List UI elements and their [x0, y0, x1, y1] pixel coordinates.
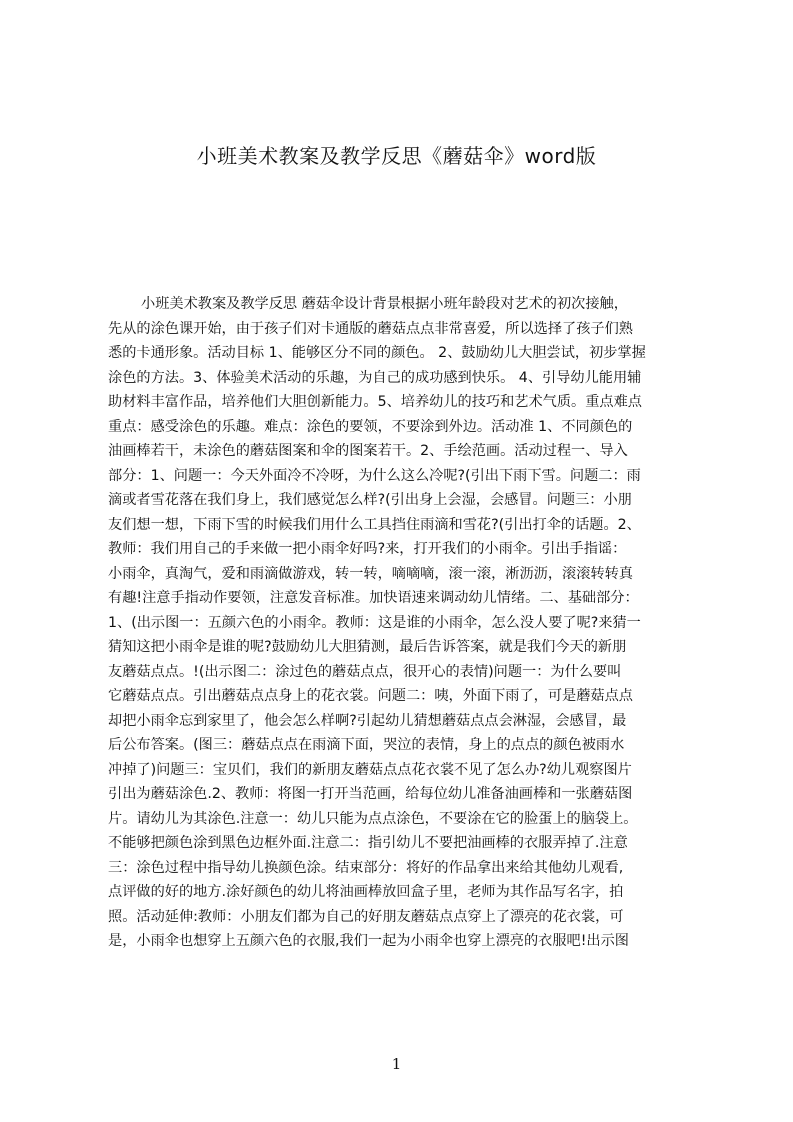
text-line: 1、(出示图一：五颜六色的小雨伞。教师：这是谁的小雨伞，怎么没人要了呢?来猜一 [108, 614, 641, 631]
text-line: 是，小雨伞也想穿上五颜六色的衣服,我们一起为小雨伞也穿上漂亮的衣服吧!出示图 [108, 933, 629, 949]
text-line: 部分：1、问题一：今天外面冷不冷呀，为什么这么冷呢?(引出下雨下雪。问题二：雨 [108, 467, 641, 484]
text-line: 涂色的方法。3、体验美术活动的乐趣，为自己的成功感到快乐。 4、引导幼儿能用辅 [108, 369, 642, 386]
text-line: 点评做的好的地方.涂好颜色的幼儿将油画棒放回盒子里，老师为其作品写名字，拍 [108, 884, 624, 900]
text-line: 不能够把颜色涂到黑色边框外面.注意二：指引幼儿不要把油画棒的衣服弄掉了.注意 [108, 835, 628, 851]
text-line: 先从的涂色课开始，由于孩子们对卡通版的蘑菇点点非常喜爱，所以选择了孩子们熟 [108, 320, 633, 337]
page-number: 1 [391, 1055, 402, 1073]
text-line: 照。活动延伸:教师：小朋友们都为自己的好朋友蘑菇点点穿上了漂亮的花衣裳，可 [108, 908, 624, 925]
page-title: 小班美术教案及教学反思《蘑菇伞》word版 [196, 144, 597, 168]
text-line: 却把小雨伞忘到家里了，他会怎么样啊?引起幼儿猜想蘑菇点点会淋湿，会感冒，最 [108, 712, 627, 729]
text-line: 引出为蘑菇涂色.2、教师：将图一打开当范画，给每位幼儿准备油画棒和一张蘑菇图 [108, 786, 633, 802]
text-line: 悉的卡通形象。活动目标 1、能够区分不同的颜色。 2、鼓励幼儿大胆尝试，初步掌握 [108, 345, 646, 361]
text-line: 教师：我们用自己的手来做一把小雨伞好吗?来，打开我们的小雨伞。引出手指谣： [108, 541, 627, 557]
text-line: 有趣!注意手指动作要领，注意发音标准。加快语速来调动幼儿情绪。二、基础部分： [108, 590, 639, 606]
text-line: 片。请幼儿为其涂色.注意一：幼儿只能为点点涂色，不要涂在它的脸蛋上的脑袋上。 [108, 810, 638, 827]
text-line: 后公布答案。(图三：蘑菇点点在雨滴下面，哭泣的表情，身上的点点的颜色被雨水 [108, 737, 625, 753]
text-line: 友们想一想，下雨下雪的时候我们用什么工具挡住雨滴和雪花?(引出打伞的话题。2、 [108, 516, 641, 533]
text-line: 它蘑菇点点。引出蘑菇点点身上的花衣裳。问题二：咦，外面下雨了，可是蘑菇点点 [108, 688, 633, 704]
text-line: 友蘑菇点点。!(出示图二：涂过色的蘑菇点点，很开心的表情)问题一：为什么要叫 [108, 663, 622, 680]
text-line: 油画棒若干，未涂色的蘑菇图案和伞的图案若干。2、手绘范画。活动过程一、导入 [108, 443, 628, 459]
text-line: 猜知这把小雨伞是谁的呢?鼓励幼儿大胆猜测，最后告诉答案，就是我们今天的新朋 [108, 639, 627, 655]
text-line: 滴或者雪花落在我们身上，我们感觉怎么样?(引出身上会湿，会感冒。问题三：小朋 [108, 492, 632, 508]
text-line: 助材料丰富作品，培养他们大胆创新能力。5、培养幼儿的技巧和艺术气质。重点难点 [108, 394, 642, 410]
body-text [108, 292, 697, 954]
text-line: 冲掉了)问题三：宝贝们，我们的新朋友蘑菇点点花衣裳不见了怎么办?幼儿观察图片 [108, 761, 632, 778]
text-line: 小雨伞，真淘气，爱和雨滴做游戏，转一转，嘀嘀嘀，滚一滚，淅沥沥，滚滚转转真 [108, 565, 633, 582]
text-line: 三：涂色过程中指导幼儿换颜色涂。结束部分：将好的作品拿出来给其他幼儿观看, [108, 859, 624, 876]
text-line: 小班美术教案及教学反思 蘑菇伞设计背景根据小班年龄段对艺术的初次接触， [141, 296, 628, 312]
text-line: 重点：感受涂色的乐趣。难点：涂色的要领，不要涂到外边。活动准 1、不同颜色的 [108, 418, 633, 435]
